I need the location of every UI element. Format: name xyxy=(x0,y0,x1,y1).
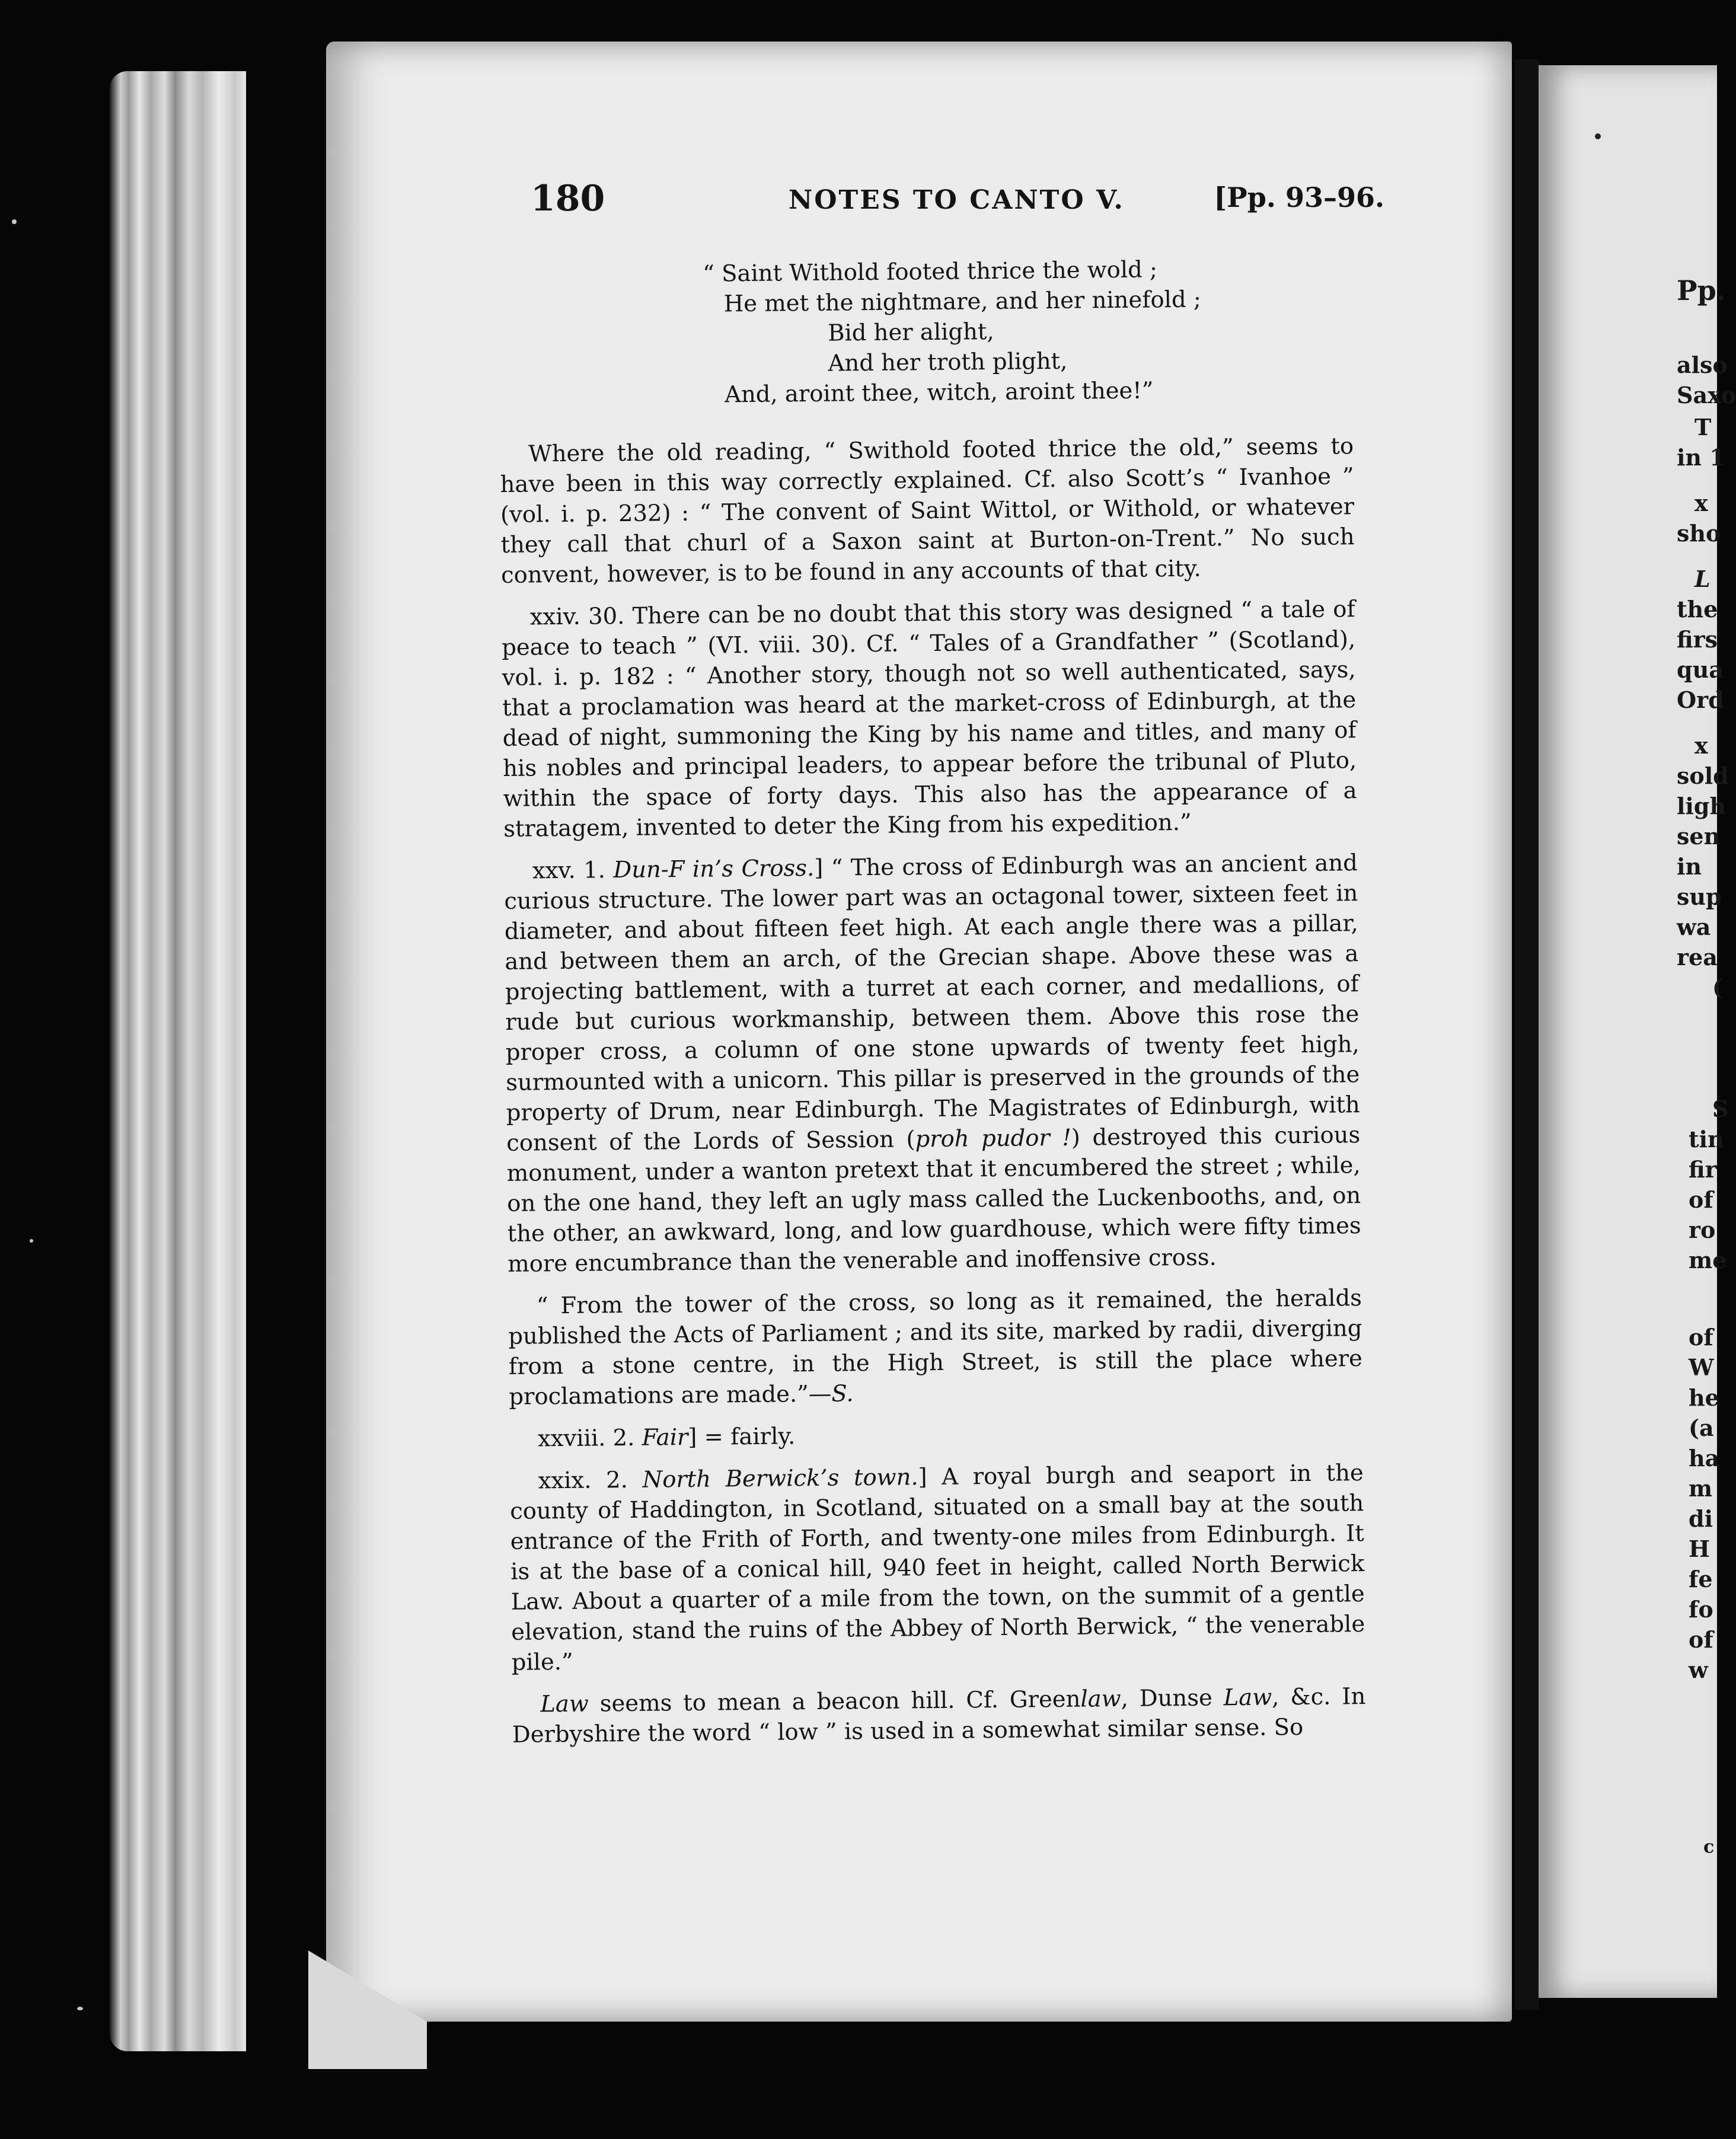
right-fragment: x xyxy=(1694,490,1708,516)
paragraph-heralds xyxy=(508,1283,1363,1412)
right-fragment: qua xyxy=(1677,656,1724,683)
verse-line: Bid her alight, xyxy=(827,318,994,347)
scan-speck xyxy=(12,219,17,224)
book-page-edges xyxy=(110,71,246,2051)
paragraph-text: “ From the tower of the cross, so long as it remained, the heralds published the Acts of Parliament ; and its site, marked by radii, diverging from a stone centre, in the High Street, is still the place where proclamations are made.”— xyxy=(508,1285,1363,1410)
paragraph-text: , Dunse xyxy=(1121,1684,1224,1713)
page-header xyxy=(531,178,1384,225)
running-head: NOTES TO CANTO V. xyxy=(789,185,1125,215)
note-xxix-2 xyxy=(510,1458,1365,1678)
right-fragment: sup xyxy=(1677,883,1722,910)
verse-quotation xyxy=(498,253,1353,412)
right-fragment: c xyxy=(1703,1837,1715,1857)
right-fragment: ( xyxy=(1712,974,1723,1001)
note-text-continued: ) destroyed this curious monument, under a wanton pretext that it encumbered the street ; while, on the one hand, they left an ugly mass called the Luckenbooths, and, on the other, an awkward, long, and low guardhouse, which were fifty times more encumbrance than the venerable and inoffensive cross. xyxy=(506,1122,1361,1278)
book-gutter xyxy=(1515,59,1539,2010)
right-fragment: W xyxy=(1689,1354,1714,1381)
verse-line: And, aroint thee, witch, aroint thee!” xyxy=(724,377,1154,408)
right-fragment: Saxo xyxy=(1677,382,1736,408)
right-fragment: in xyxy=(1677,853,1702,880)
paragraph-text: , &c. In Derbyshire the word “ low ” is used in a somewhat similar sense. So xyxy=(512,1683,1366,1748)
right-fragment: fe xyxy=(1689,1566,1713,1592)
note-ref: xxviii. 2. xyxy=(537,1424,635,1452)
right-fragment: in 1 xyxy=(1677,444,1725,471)
note-xxviii-2 xyxy=(509,1416,1363,1454)
right-fragment: of xyxy=(1689,1324,1713,1351)
page-range: [Pp. 93–96. xyxy=(1214,181,1384,213)
right-fragment: wa xyxy=(1677,914,1711,940)
term-law-suffix: law xyxy=(1080,1685,1121,1713)
right-fragment: sho xyxy=(1677,520,1721,547)
note-xxv-1: xxv. 1. Dun-F in’s Cross.] “ The cross of Edinburgh was an ancient and curious structure. The lower part was an octagonal tower, sixteen feet in diameter, and about fifteen feet high. At each angle there was a pillar, and between them an arch, of the Grecian shape. Above these was a projecting battlement, with a turret at each corner, and medallions, of rude but curious workmanship, between them. Above this rose the proper cross, a column of one stone upwards of twenty feet high, surmounted with a unicorn. This pillar is preserved in the grounds of the property of Drum, near Edinburgh. The Magistrates of Edinburgh, with consent of the Lords of Session (proh pudor !) destroyed this curious monument, under a wanton pretext that it encumbered the street ; while, on the one hand, they left an ugly mass called the Luckenbooths, and, on the other, an awkward, long, and low guardhouse, which were fifty times more encumbrance than the venerable and inoffensive cross. xyxy=(504,850,1361,1278)
note-text: ] A royal burgh and seaport in the county of Haddington, in Scotland, situated on a small bay at the south entrance of the Frith of Forth, and twenty-one miles from Edinburgh. It is at the base of a conical hill, 940 feet in height, called North Berwick Law. About a quarter of a mile from the town, on the summit of a gentle elevation, stand the ruins of the Abbey of North Berwick, “ the venerable pile.” xyxy=(510,1460,1365,1676)
page-number: 180 xyxy=(531,178,605,219)
note-ref: xxv. 1. xyxy=(532,857,606,885)
right-fragment: firs xyxy=(1677,626,1718,653)
term-law: Law xyxy=(1223,1684,1272,1712)
right-fragment: rea xyxy=(1677,944,1718,970)
right-fragment: sold xyxy=(1677,762,1729,789)
right-fragment: ro xyxy=(1689,1217,1716,1243)
right-fragment: of xyxy=(1689,1186,1713,1213)
right-fragment: the xyxy=(1677,596,1718,622)
paragraph-withold: Where the old reading, “ Swithold footed thrice the old,” seems to have been in this way correctly explained. Cf. also Scott’s “ Ivanhoe ” (vol. i. p. 232) : “ The convent of Saint Wittol, or Withold, or whatever they call that churl of a Saxon saint at Burton-on-Trent.” No such convent, however, is to be found in any accounts of that city. xyxy=(500,433,1355,589)
scan-speck xyxy=(30,1239,33,1243)
note-term: Dun-F in’s Cross. xyxy=(613,854,815,884)
right-fragment: he xyxy=(1689,1384,1719,1411)
verse-line: And her troth plight, xyxy=(828,347,1068,377)
note-term: North Berwick’s town. xyxy=(642,1464,918,1493)
note-xxiv-30: xxiv. 30. There can be no doubt that this story was designed “ a tale of peace to teach ” (VI. viii. 30). Cf. “ Tales of a Grandfather ” (Scotland), vol. i. p. 182 : “ Another story, though not so well authenticated, says, that a proclamation was heard at the market-cross of Edinburgh, at the dead of night, summoning the King by his name and titles, and many of his nobles and principal leaders, to appear before the tribunal of Pluto, within the space of forty days. This also has the appearance of a stratagem, invented to deter the King from his expedition.” xyxy=(502,596,1357,842)
right-fragment: di xyxy=(1689,1505,1713,1532)
scan-speck xyxy=(77,2007,83,2010)
scan-speck xyxy=(1595,133,1601,139)
right-fragment: ligh xyxy=(1677,793,1727,819)
verse-line: “ Saint Withold footed thrice the wold ; xyxy=(703,256,1158,288)
right-fragment: of xyxy=(1689,1626,1713,1653)
right-fragment: fo xyxy=(1689,1596,1713,1623)
note-ref: xxix. 2. xyxy=(538,1466,628,1495)
right-fragment: Ord xyxy=(1677,687,1724,713)
note-text: “ The cross of Edinburgh was an ancient and curious structure. The lower part was an octagonal tower, sixteen feet in diameter, and about fifteen feet high. At each angle there was a pillar, and between them an arch, of the Grecian shape. Above these was a projecting battlement, with a turret at each corner, and medallions, of rude but curious workmanship, between them. Above this rose the proper cross, a column of one stone upwards of twenty feet high, surmounted with a unicorn. This pillar is preserved in the grounds of the property of Drum, near Edinburgh. The Magistrates of Edinburgh, with consent of the Lords of Session ( xyxy=(504,850,1360,1157)
right-fragment: sen xyxy=(1677,823,1721,850)
right-fragment: (a xyxy=(1689,1415,1714,1441)
right-fragment: S xyxy=(1712,1096,1729,1122)
latin-phrase: proh pudor ! xyxy=(915,1124,1072,1153)
right-fragment: T xyxy=(1694,414,1712,440)
right-fragment: m xyxy=(1689,1475,1713,1502)
right-fragment: L xyxy=(1694,566,1711,592)
right-fragment: ha xyxy=(1689,1445,1720,1471)
right-fragment: also xyxy=(1677,352,1728,378)
note-term: Fair xyxy=(642,1424,688,1451)
page-body xyxy=(498,253,1366,1762)
signature: S. xyxy=(831,1380,854,1407)
right-fragment: w xyxy=(1689,1656,1708,1683)
right-fragment: Pp. xyxy=(1677,274,1726,307)
verse-line: He met the nightmare, and her ninefold ; xyxy=(723,286,1202,318)
paragraph-text: seems to mean a beacon hill. Cf. Green xyxy=(588,1685,1081,1717)
right-fragment: x xyxy=(1694,732,1708,759)
term-law: Law xyxy=(540,1690,589,1718)
right-fragment: me xyxy=(1689,1247,1727,1273)
right-fragment: fir xyxy=(1689,1156,1717,1183)
right-fragment: tin xyxy=(1689,1126,1724,1152)
right-fragment: H xyxy=(1689,1535,1710,1562)
paragraph-law xyxy=(512,1681,1366,1750)
note-text: ] = fairly. xyxy=(688,1423,796,1451)
